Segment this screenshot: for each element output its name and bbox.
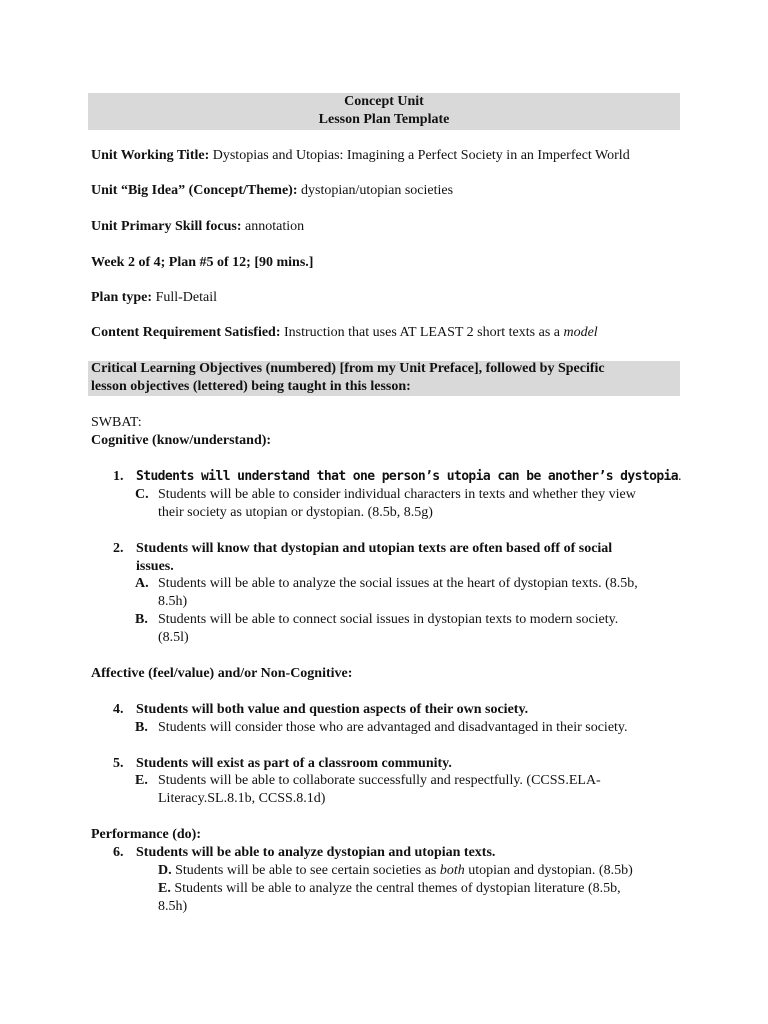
objective-5e-letter: E.	[135, 773, 148, 788]
objective-6e-line2: 8.5h)	[158, 899, 188, 914]
objective-2b-letter: B.	[135, 612, 148, 627]
objective-6-text: Students will be able to analyze dystopian and utopian texts.	[136, 845, 496, 860]
objectives-banner	[88, 361, 680, 396]
cognitive-heading: Cognitive (know/understand):	[91, 433, 272, 448]
objective-4b-text: Students will consider those who are advantaged and disadvantaged in their society.	[158, 720, 628, 735]
objective-6e-letter: E.	[158, 881, 171, 896]
objective-2b-line2: (8.5l)	[158, 630, 189, 645]
affective-heading: Affective (feel/value) and/or Non-Cognitive:	[91, 666, 353, 681]
content-requirement-value: Instruction that uses AT LEAST 2 short texts as a	[284, 325, 560, 340]
unit-skill-focus	[91, 218, 304, 236]
objective-6d-post: utopian and dystopian. (8.5b)	[468, 863, 633, 878]
objective-1c-line1: Students will be able to consider individual characters in texts and whether they view	[158, 487, 636, 502]
objective-4b-letter: B.	[135, 720, 148, 735]
title-banner	[88, 93, 680, 130]
objective-4-number: 4.	[113, 702, 124, 717]
plan-type-value: Full-Detail	[155, 290, 217, 305]
plan-type	[91, 289, 217, 307]
unit-working-title-value: Dystopias and Utopias: Imagining a Perfect Society in an Imperfect World	[212, 148, 630, 163]
objective-4-text: Students will both value and question aspects of their own society.	[136, 702, 529, 717]
content-requirement-model: model	[563, 325, 598, 340]
objective-2-number: 2.	[113, 541, 124, 556]
banner-title-line1: Concept Unit	[344, 94, 424, 109]
unit-big-idea-label: Unit “Big Idea” (Concept/Theme):	[91, 183, 298, 198]
swbat-label: SWBAT:	[91, 415, 142, 430]
objective-6d-letter: D.	[158, 863, 172, 878]
objectives-banner-line1: Critical Learning Objectives (numbered) [from my Unit Preface], followed by Specific	[91, 361, 605, 376]
unit-working-title	[91, 147, 630, 165]
objective-1-period: .	[678, 469, 682, 484]
objective-6d	[158, 862, 633, 880]
objective-1-text: Students will understand that one person’s utopia can be another’s dystopia	[136, 469, 679, 484]
performance-heading: Performance (do):	[91, 827, 202, 842]
objective-2a-line1: Students will be able to analyze the social issues at the heart of dystopian texts. (8.5b,	[158, 576, 638, 591]
objective-5-text: Students will exist as part of a classroom community.	[136, 756, 452, 771]
unit-big-idea-value: dystopian/utopian societies	[301, 183, 454, 198]
objective-6e-line1: Students will be able to analyze the central themes of dystopian literature (8.5b,	[174, 881, 621, 896]
objective-6d-pre: Students will be able to see certain societies as	[175, 863, 437, 878]
content-requirement-label: Content Requirement Satisfied:	[91, 325, 281, 340]
objective-6-number: 6.	[113, 845, 124, 860]
unit-big-idea	[91, 182, 453, 200]
unit-skill-focus-value: annotation	[245, 219, 305, 234]
week-plan-line: Week 2 of 4; Plan #5 of 12; [90 mins.]	[91, 255, 314, 270]
objective-6d-emphasis: both	[439, 863, 465, 878]
objective-5e-line2: Literacy.SL.8.1b, CCSS.8.1d)	[158, 791, 326, 806]
unit-working-title-label: Unit Working Title:	[91, 148, 210, 163]
banner-title-line2: Lesson Plan Template	[318, 112, 450, 127]
objective-2a-line2: 8.5h)	[158, 594, 188, 609]
objective-5-number: 5.	[113, 756, 124, 771]
objective-1	[136, 468, 682, 486]
objective-2-line2: issues.	[136, 559, 174, 574]
objective-2-line1: Students will know that dystopian and utopian texts are often based off of social	[136, 541, 613, 556]
objective-1c-letter: C.	[135, 487, 149, 502]
content-requirement	[91, 324, 598, 342]
objective-1c-line2: their society as utopian or dystopian. (8.5b, 8.5g)	[158, 505, 433, 520]
objective-2b-line1: Students will be able to connect social issues in dystopian texts to modern society.	[158, 612, 619, 627]
objective-1-number: 1.	[113, 469, 124, 484]
objective-6e	[158, 880, 621, 898]
objectives-banner-line2: lesson objectives (lettered) being taught in this lesson:	[91, 379, 411, 394]
objective-2a-letter: A.	[135, 576, 149, 591]
objective-5e-line1: Students will be able to collaborate successfully and respectfully. (CCSS.ELA-	[158, 773, 601, 788]
unit-skill-focus-label: Unit Primary Skill focus:	[91, 219, 242, 234]
plan-type-label: Plan type:	[91, 290, 153, 305]
